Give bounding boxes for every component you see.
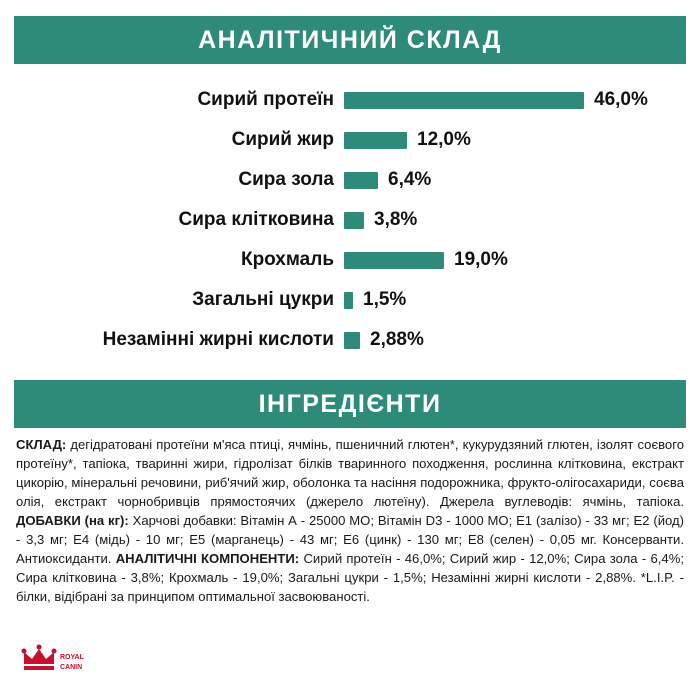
chart-bar-value: 2,88% (370, 329, 424, 350)
additives-text: Харчові добавки: Вітамін А - 25000 МО; Вітамін D3 - 1000 МО; Е1 (залізо) - 33 мг; Е2 (йод) - 3,3 мг; Е4 (мідь) - 10 мг; Е5 (марганець) - 43 мг; Е6 (цинк) - 130 мг; Е8 (селен) - 0,05 мг. Консерванти. Антиоксиданти. (16, 512, 685, 566)
chart-row-label: Крохмаль (240, 249, 334, 270)
chart-row (14, 120, 686, 160)
analytical-components-text: Сирий протеїн - 46,0%; Сирий жир - 12,0%; Сира зола - 6,4%; Сира клітковина - 3,8%; Крохмаль - 19,0%; Загальні цукри - 1,5%; Незамінні жирні кислоти - 2,88%. *L.I.P. - білки, відібрані за принципом оптимальної засвоюваності. (16, 550, 684, 604)
chart-bar-value: 1,5% (363, 289, 407, 310)
analytical-composition-chart (14, 80, 686, 360)
chart-bar-area (344, 280, 686, 320)
chart-bar (344, 132, 407, 149)
chart-bar-area (344, 80, 686, 120)
chart-bar (344, 332, 360, 349)
royal-canin-crown-logo (20, 642, 90, 688)
chart-row (14, 320, 686, 360)
chart-bar (344, 212, 364, 229)
composition-text: дегідратовані протеїни м'яса птиці, ячмінь, пшеничний глютен*, кукурудзяний глютен, ізолят соєвого протеїну*, тапіока, тваринні жири, гідролізат білків тваринного походження, рослинна клітковина, екстракт цикорію, мінеральні речовини, риб'ячий жир, оболонка та насіння подорожника, фрукто-олігосахариди, соєва олія, екстракт чорнобривців прямостоячих (джерело лютеїну). Джерела вуглеводів: ячмінь, тапіока. (16, 437, 684, 509)
analysis-section-header: АНАЛІТИЧНИЙ СКЛАД (14, 16, 686, 64)
chart-bar-value: 6,4% (388, 169, 432, 190)
ingredients-section-header: ІНГРЕДІЄНТИ (14, 380, 686, 428)
chart-bar-value: 46,0% (594, 89, 648, 110)
chart-row (14, 80, 686, 120)
chart-bar (344, 172, 378, 189)
chart-bar-value: 19,0% (454, 249, 508, 270)
chart-row (14, 280, 686, 320)
svg-text:ROYAL: ROYAL (60, 654, 84, 661)
chart-row (14, 160, 686, 200)
chart-row-label: Сира зола (238, 169, 334, 190)
chart-bar-value: 3,8% (374, 209, 418, 230)
chart-bar (344, 252, 444, 269)
ingredients-text (16, 436, 684, 607)
chart-row-label: Загальні цукри (192, 289, 334, 310)
chart-bar-area (344, 320, 686, 360)
chart-row (14, 240, 686, 280)
analytical-components-label: АНАЛІТИЧНІ КОМПОНЕНТИ: (115, 550, 300, 566)
chart-row-label: Сира клітковина (178, 209, 334, 230)
chart-row-label: Сирий протеїн (197, 89, 334, 110)
chart-row (14, 200, 686, 240)
svg-text:CANIN: CANIN (60, 664, 83, 671)
chart-bar-value: 12,0% (417, 129, 471, 150)
chart-bar (344, 292, 353, 309)
chart-bar-area (344, 200, 686, 240)
chart-bar (344, 92, 584, 109)
chart-bar-area (344, 120, 686, 160)
composition-label: СКЛАД: (16, 437, 67, 452)
additives-label: ДОБАВКИ (на кг): (16, 512, 129, 528)
chart-row-label: Незамінні жирні кислоти (102, 329, 334, 350)
chart-bar-area (344, 160, 686, 200)
chart-bar-area (344, 240, 686, 280)
chart-row-label: Сирий жир (231, 129, 334, 150)
